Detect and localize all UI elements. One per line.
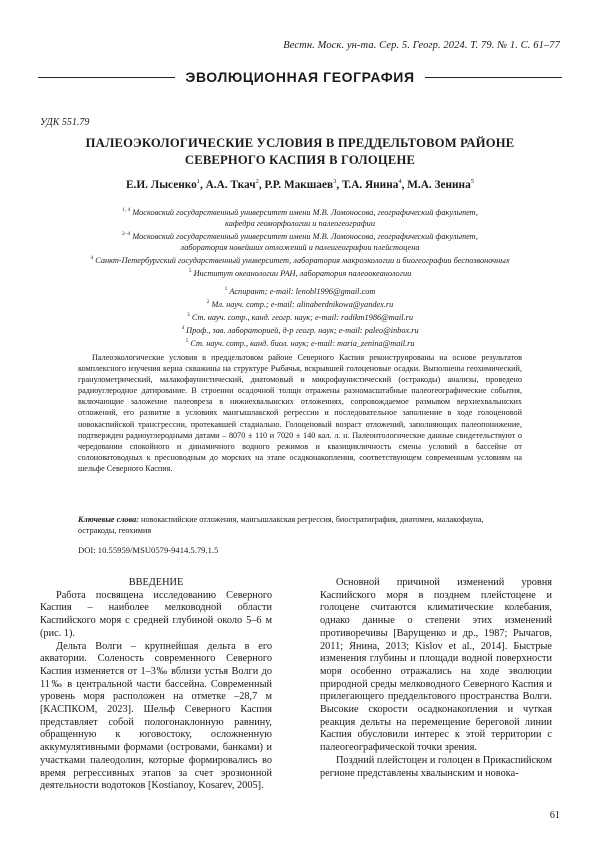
left-column bbox=[40, 577, 272, 793]
section-rule-left bbox=[38, 77, 175, 78]
section-title: ЭВОЛЮЦИОННАЯ ГЕОГРАФИЯ bbox=[185, 69, 415, 85]
contact-line: $^5$ Ст. науч. сотр., канд. биол. наук; e-mail: maria_zenina@mail.ru bbox=[185, 338, 415, 349]
keywords-label: Ключевые слова: bbox=[78, 515, 139, 524]
affiliation-line: $^4$ Санкт-Петербургский государственный университет, лаборатория макроэкологии и биогеографии беспозвоночных bbox=[90, 255, 510, 266]
section-header bbox=[38, 66, 562, 88]
page-number: 61 bbox=[549, 810, 560, 821]
contact-line: $^2$ Мл. науч. сотр.; e-mail: alinaberdnikowa@yandex.ru bbox=[206, 299, 394, 309]
section-heading-introduction: ВВЕДЕНИЕ bbox=[128, 577, 184, 588]
paragraph: Основной причиной изменений уровня Каспийского моря в позднем плейстоцене и голоцене считаются климатические колебания, однако данные о степени этих изменений противоречивы [Варущенко и др., 1987; Рычагов, 2011; Янина, 2013; Kislov et al., 2014]. Быстрые изменения глубины и площади водной поверхности моря особенно отражались на ходе эволюции природной среды мелководного Северного Каспия и прилегающего преддельтового пространства Волги. Высокие скорости осадконакопления и чуткая реакция дельты на перемещение береговой линии Каспия обусловили интерес к этой территории с палеогеографической точки зрения. bbox=[320, 577, 552, 754]
affiliation-line: лаборатория новейших отложений и палеогеографии плейстоцена bbox=[180, 243, 420, 253]
contact-line: $^4$ Проф., зав. лабораторией, д-р геогр. наук; e-mail: paleo@inbox.ru bbox=[181, 325, 419, 335]
author: М.А. Зенина$^5$ bbox=[407, 178, 474, 191]
keywords-text: новокаспийские отложения, мангышлакская регрессия, биостратиграфия, диатомеи, малакофауна, остракоды, геохимия bbox=[78, 515, 484, 536]
author: Р.Р. Макшаев$^3$ bbox=[264, 178, 337, 191]
journal-reference: Вестн. Моск. ун-та. Сер. 5. Геогр. 2024. Т. 79. № 1. С. 61–77 bbox=[283, 40, 560, 51]
paragraph: Дельта Волги – крупнейшая дельта в его акватории. Соленость современного Северного Каспия изменяется от 1–3‰ вблизи устья Волги до 11‰ в центральной части бассейна. Современный уровень моря расположен на отметке –28,7 м [КАСПКОМ, 2023]. Шельф Северного Каспия представляет собой пологонаклонную равнину, обращенную к юговостоку, осложненную аккумулятивными формами (островами, банками) и участками палеодолин, которые формировались во время регрессивных этапов за счет эрозионной деятельности водотоков [Kostianoy, Kosarev, 2005]. bbox=[40, 640, 272, 792]
affiliation-line: $^{2-4}$ Московский государственный университет имени М.В. Ломоносова, географический факультет, bbox=[122, 231, 478, 241]
title-line-1: ПАЛЕОЭКОЛОГИЧЕСКИЕ УСЛОВИЯ В ПРЕДДЕЛЬТОВОМ РАЙОНЕ bbox=[85, 136, 515, 150]
doi: DOI: 10.55959/MSU0579-9414.5.79.1.5 bbox=[78, 545, 219, 555]
article-title bbox=[40, 135, 560, 169]
affiliations bbox=[40, 205, 560, 279]
udk-code: УДК 551.79 bbox=[40, 117, 90, 128]
author: Е.И. Лысенко$^1$ bbox=[126, 178, 200, 191]
author-list: Е.И. Лысенко$^1$, А.А. Ткач$^2$, Р.Р. Макшаев$^3$, Т.А. Янина$^4$, М.А. Зенина$^5$ bbox=[126, 178, 474, 191]
contact-line: $^1$ Аспирант; e-mail: lenobl1996@gmail.com bbox=[224, 286, 376, 296]
affiliation-line: кафедра геоморфологии и палеогеографии bbox=[225, 218, 375, 228]
abstract: Палеоэкологические условия в преддельтовом районе Северного Каспия реконструированы на основе результатов комплексного изучения керна скважины на структуре Рыбачья, вскрывшей голоценовые осадки. Выполнены геохимический, гранулометрический, малакофаунистический, диатомовый и микрофаунистический (остракоды) анализы, проведено радиоуглеродное датирование. В строении осадочной толщи отражены разномасштабные палеогеографические события, включающие заложение палеовреза в нижнехвалынских отложениях, сопровождаемое размывом верхнехвалынских отложений, его развитие в условиях мангышлакской регрессии и последовательное заполнение в ходе голоценовой новокаспийской трансгрессии, протекавшей стадиально. Голоценовый возраст отложений, заполняющих палеопонижение, подтвержден радиоуглеродными датами – 8070 ± 110 и 7020 ± 140 кал. л. н. Палеонтологические данные свидетельствуют о чередовании спокойного и динамичного водного режимов и квазицикличность смены условий в бассейне от солоноватоводных к пресноводным до морских на этапе осадконакопления, соответствующем современным условиям на шельфе Северного Каспия. bbox=[78, 353, 522, 473]
author-contacts bbox=[40, 284, 560, 349]
paragraph: Работа посвящена исследованию Северного Каспия – наиболее мелководной области Каспийского моря с средней глубиной около 5–6 м (рис. 1). bbox=[40, 589, 272, 639]
section-rule-right bbox=[425, 77, 562, 78]
contact-line: $^3$ Ст. науч. сотр., канд. геогр. наук; e-mail: radikm1986@mail.ru bbox=[187, 312, 413, 322]
affiliation-line: $^{1, 4}$ Московский государственный университет имени М.В. Ломоносова, географический факультет, bbox=[122, 207, 478, 217]
right-column bbox=[320, 577, 552, 780]
affiliation-line: $^5$ Институт океанологии РАН, лаборатория палеоокеанологии bbox=[188, 268, 412, 279]
paragraph: Поздний плейстоцен и голоцен в Прикаспийском регионе представлены хвалынским и новока- bbox=[320, 754, 552, 779]
title-line-2: СЕВЕРНОГО КАСПИЯ В ГОЛОЦЕНЕ bbox=[184, 153, 416, 167]
keywords bbox=[78, 514, 522, 536]
author: А.А. Ткач$^2$ bbox=[205, 178, 259, 191]
author: Т.А. Янина$^4$ bbox=[341, 178, 402, 191]
